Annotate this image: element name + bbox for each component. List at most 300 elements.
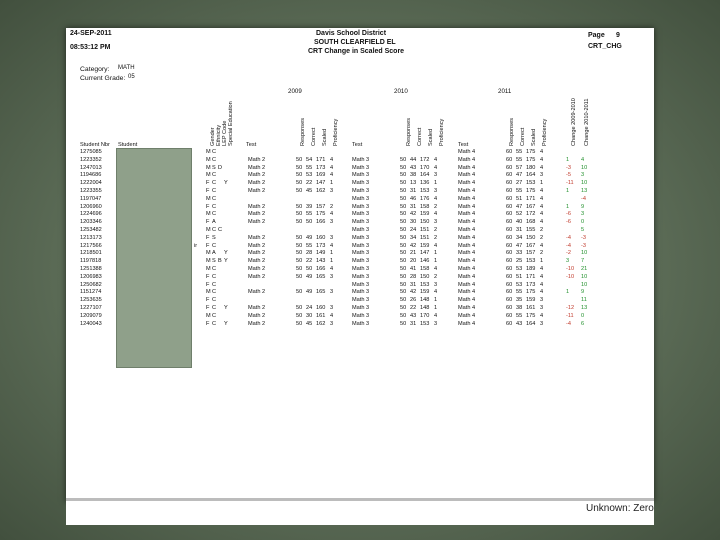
table-cell: Math 3 [352,297,370,304]
table-cell: 173 [316,164,326,171]
table-cell: 172 [420,156,430,163]
table-cell: 50 [400,320,407,327]
table-cell: 60 [506,164,513,171]
student-number: 1218501 [80,250,102,257]
table-cell: 4 [434,164,438,171]
table-cell: 6 [581,320,585,327]
table-cell: 60 [506,149,513,155]
table-cell: 55 [516,188,523,194]
table-cell: 151 [420,234,430,241]
table-cell: 148 [420,297,430,304]
table-cell: 3 [434,320,438,327]
table-cell: 175 [526,156,536,163]
year0-header-3: Proficiency [333,118,339,146]
table-cell: 43 [410,312,417,319]
table-cell: 50 [400,281,407,288]
table-cell: F [206,297,210,304]
table-cell: 4 [434,195,438,202]
table-cell: Math 4 [458,188,476,194]
year0-header-1: Correct [311,127,317,146]
table-cell: 1 [566,156,570,163]
table-cell: 49 [306,234,313,241]
table-cell: 7 [581,258,585,265]
table-cell: 50 [400,188,407,194]
table-cell: 2 [434,273,438,280]
table-cell: C [212,305,217,311]
student-number: 1209079 [80,312,102,319]
table-cell: 28 [306,250,313,257]
grade-value: 05 [128,74,135,80]
table-cell: Math 2 [248,289,266,296]
table-cell: S [212,258,216,265]
table-cell: Math 2 [248,180,266,187]
table-cell: 42 [410,242,417,249]
table-cell: 161 [526,305,536,311]
table-cell: 3 [330,305,334,311]
table-cell: Math 4 [458,281,476,288]
table-cell: 3 [540,320,544,327]
table-cell: -11 [566,312,574,319]
table-cell: 49 [306,289,313,296]
table-cell: 50 [296,180,303,187]
table-cell: 3 [330,320,334,327]
table-cell: 50 [400,312,407,319]
table-cell: C [212,149,217,155]
table-cell: Math 3 [352,250,370,257]
table-cell: 55 [516,312,523,319]
table-cell: 4 [434,312,438,319]
table-cell: 4 [434,242,438,249]
table-cell: 153 [420,320,430,327]
table-cell: C [212,180,217,187]
next-page-strip [66,498,654,525]
table-cell: 3 [540,297,544,304]
student-number: 1251388 [80,266,102,272]
table-cell: F [206,219,210,226]
year2-header-0: Responses [509,118,515,146]
table-cell: 50 [296,164,303,171]
table-cell: 60 [506,242,513,249]
table-cell: 3 [581,172,585,179]
table-cell: 165 [316,289,326,296]
table-cell: -6 [566,211,571,218]
table-cell: 153 [420,188,430,194]
table-cell: 175 [526,289,536,296]
student-number: 1253482 [80,227,102,233]
table-cell: Math 4 [458,312,476,319]
table-cell: Math 4 [458,156,476,163]
table-cell: 42 [410,289,417,296]
year1-header-1: Correct [417,127,423,146]
table-cell: 50 [400,164,407,171]
table-cell: 50 [400,203,407,210]
table-cell: 50 [400,242,407,249]
table-cell: 1 [330,180,334,187]
table-cell: 172 [526,211,536,218]
table-cell: 1 [434,258,438,265]
table-cell: 157 [526,250,536,257]
table-cell: 50 [400,180,407,187]
table-cell: 45 [306,188,313,194]
rotated-header-1: Ethnicity [216,124,222,146]
table-cell: 53 [516,281,523,288]
table-cell: 60 [506,227,513,233]
student-number: 1275085 [80,149,102,155]
table-cell: M [206,172,211,179]
table-cell: 26 [410,297,417,304]
table-cell: C [212,242,217,249]
table-cell: 0 [581,219,585,226]
table-cell: 57 [516,164,523,171]
table-cell: 1 [434,297,438,304]
table-cell: 175 [526,149,536,155]
table-cell: 4 [540,156,544,163]
table-cell: Math 4 [458,219,476,226]
table-cell: M [206,289,211,296]
table-cell: 159 [420,289,430,296]
rotated-header-0: Gender [210,127,216,146]
student-number: 1223352 [80,156,102,163]
student-number: 1253635 [80,297,102,304]
table-cell: 1 [330,258,334,265]
table-cell: 3 [434,219,438,226]
table-cell: Math 3 [352,305,370,311]
table-cell: F [206,203,210,210]
table-cell: 38 [410,172,417,179]
table-cell: 50 [400,227,407,233]
table-cell: F [206,180,210,187]
table-cell: 60 [506,188,513,194]
table-cell: M [206,211,211,218]
table-cell: Math 3 [352,312,370,319]
table-cell: 180 [526,164,536,171]
table-cell: Math 4 [458,234,476,241]
table-cell: 60 [506,234,513,241]
table-cell: C [212,281,217,288]
table-cell: 50 [400,289,407,296]
table-cell: 160 [316,234,326,241]
table-cell: -12 [566,305,575,311]
table-cell: 164 [420,172,430,179]
table-cell: Math 2 [248,242,266,249]
year1-header-3: Proficiency [439,118,445,146]
table-cell: 4 [540,203,544,210]
table-cell: 22 [306,180,313,187]
table-cell: 21 [410,250,417,257]
school-name: SOUTH CLEARFIELD EL [314,39,396,46]
table-cell: 5 [581,227,585,233]
table-cell: Math 3 [352,266,370,272]
table-cell: 50 [400,258,407,265]
table-cell: -10 [566,266,575,272]
table-cell: Math 3 [352,180,370,187]
table-cell: 1 [540,258,544,265]
table-cell: 9 [581,203,585,210]
table-cell: 55 [306,242,313,249]
table-cell: Math 4 [458,258,476,265]
table-cell: D [218,164,223,171]
table-cell: 50 [306,266,313,272]
district-name: Davis School District [316,30,387,37]
table-cell: 166 [316,266,326,272]
table-cell: M [206,258,211,265]
table-cell: F [206,234,210,241]
table-cell: 10 [581,250,588,257]
category-label: Category: [80,66,110,73]
table-cell: 2 [540,227,544,233]
table-cell: 60 [506,312,513,319]
table-cell: C [212,195,217,202]
table-cell: 50 [400,266,407,272]
table-cell: 153 [526,258,536,265]
table-cell: 50 [296,172,303,179]
table-cell: 50 [296,234,303,241]
table-cell: 4 [434,211,438,218]
table-cell: C [212,211,217,218]
table-cell: 3 [566,258,570,265]
table-cell: -4 [566,234,571,241]
table-cell: 30 [410,219,417,226]
year0-header-2: Scaled [322,128,328,146]
table-cell: 146 [420,258,430,265]
table-cell: 50 [400,172,407,179]
student-number: 1206960 [80,203,102,210]
table-cell: Math 4 [458,195,476,202]
table-cell: 43 [516,320,523,327]
table-cell: 162 [316,188,326,194]
student-number: 1223355 [80,188,102,194]
student-number: 1203346 [80,219,102,226]
table-cell: Math 3 [352,211,370,218]
table-cell: 21 [581,266,588,272]
table-cell: Math 2 [248,156,266,163]
table-cell: 4 [330,211,334,218]
table-cell: 4 [330,156,334,163]
table-cell: 4 [434,266,438,272]
table-cell: M [206,250,211,257]
table-cell: 45 [306,320,313,327]
table-cell: 13 [581,188,588,194]
table-cell: Math 2 [248,234,266,241]
table-cell: 149 [316,250,326,257]
table-cell: 50 [306,219,313,226]
table-cell: 60 [506,281,513,288]
table-cell: S [212,234,216,241]
table-cell: Math 2 [248,250,266,257]
table-cell: C [212,273,217,280]
table-cell: 60 [506,297,513,304]
table-cell: 1 [434,305,438,311]
table-cell: Math 3 [352,273,370,280]
table-cell: 47 [516,203,523,210]
table-cell: 189 [526,266,536,272]
table-cell: 55 [516,156,523,163]
table-cell: 50 [296,273,303,280]
table-cell: 10 [581,180,588,187]
table-cell: Math 3 [352,156,370,163]
table-cell: Y [224,320,228,327]
table-cell: Math 3 [352,227,370,233]
table-cell: 4 [540,219,544,226]
table-cell: 2 [434,203,438,210]
year-2011: 2011 [498,88,512,95]
table-cell: C [218,227,223,233]
table-cell: 170 [420,312,430,319]
table-cell: 55 [306,164,313,171]
table-cell: 43 [410,164,417,171]
table-cell: 44 [410,156,417,163]
table-cell: 3 [434,188,438,194]
table-cell: 13 [581,305,588,311]
table-cell: Math 4 [458,242,476,249]
table-cell: 1 [566,289,570,296]
table-cell: 47 [516,172,523,179]
table-cell: 22 [306,258,313,265]
table-cell: 4 [540,273,544,280]
table-cell: 165 [316,273,326,280]
table-cell: 176 [420,195,430,202]
table-cell: 60 [506,289,513,296]
table-cell: 42 [410,211,417,218]
table-cell: 50 [296,250,303,257]
table-cell: Math 3 [352,281,370,288]
table-cell: 10 [581,281,588,288]
table-cell: 50 [400,305,407,311]
table-cell: 1 [434,180,438,187]
student-number: 1197818 [80,258,102,265]
table-cell: 60 [506,250,513,257]
col-student-nbr: Student Nbr [80,142,110,148]
table-cell: 1 [540,180,544,187]
table-cell: 30 [306,312,313,319]
table-cell: 148 [420,305,430,311]
table-cell: 175 [316,211,326,218]
student-number: 1213173 [80,234,102,241]
table-cell: 150 [420,273,430,280]
table-cell: 147 [316,180,326,187]
table-cell: 2 [434,234,438,241]
table-cell: Math 4 [458,266,476,272]
table-cell: Math 3 [352,242,370,249]
table-cell: 20 [410,258,417,265]
table-cell: 3 [330,273,334,280]
table-cell: C [212,266,217,272]
table-cell: C [212,320,217,327]
table-cell: 50 [296,305,303,311]
table-cell: F [206,305,210,311]
year2-header-2: Scaled [531,128,537,146]
table-cell: 50 [296,289,303,296]
table-cell: Math 2 [248,188,266,194]
table-cell: B [218,258,222,265]
table-cell: Math 2 [248,203,266,210]
table-cell: M [206,149,211,155]
table-cell: 4 [540,164,544,171]
table-cell: 171 [316,156,326,163]
table-cell: 60 [506,211,513,218]
table-cell: 51 [516,273,523,280]
table-cell: Math 2 [248,164,266,171]
table-cell: 31 [516,227,523,233]
table-cell: 53 [306,172,313,179]
table-cell: 55 [516,289,523,296]
col-test-2: Test [458,142,469,148]
col-change-2010-2011: Change 2010-2011 [584,98,590,146]
report-title: CRT Change in Scaled Score [308,48,405,55]
table-cell: 4 [540,211,544,218]
student-number: 1194686 [80,172,102,179]
table-cell: 4 [540,195,544,202]
table-cell: M [206,227,211,233]
table-cell: S [212,164,216,171]
table-cell: 161 [316,312,326,319]
table-cell: 1 [566,203,570,210]
table-cell: -5 [566,172,571,179]
table-cell: 27 [516,180,523,187]
table-cell: 155 [526,227,536,233]
table-cell: 55 [516,149,523,155]
table-cell: 31 [410,281,417,288]
table-cell: 50 [400,195,407,202]
table-cell: 157 [316,203,326,210]
table-cell: A [212,219,216,226]
table-cell: -10 [566,273,575,280]
table-cell: F [206,188,210,194]
table-cell: 55 [306,211,313,218]
table-cell: M [206,164,211,171]
table-cell: 60 [506,219,513,226]
report-page [66,28,654,502]
table-cell: 4 [540,188,544,194]
table-cell: Math 4 [458,149,476,155]
table-cell: 54 [306,156,313,163]
table-cell: Math 4 [458,305,476,311]
col-student: Student [118,142,138,148]
table-cell: Math 3 [352,320,370,327]
table-cell: 3 [540,305,544,311]
table-cell: 3 [434,281,438,288]
table-cell: 167 [526,242,536,249]
table-cell: 171 [526,195,536,202]
table-cell: 50 [296,219,303,226]
table-cell: -2 [566,250,571,257]
table-cell: 60 [506,172,513,179]
table-cell: Math 2 [248,172,266,179]
table-cell: 4 [434,156,438,163]
table-cell: 51 [516,195,523,202]
table-cell: 50 [400,250,407,257]
table-cell: 143 [316,258,326,265]
table-cell: 3 [330,219,334,226]
student-number: 1206983 [80,273,102,280]
student-number: 1217566 [80,242,102,249]
table-cell: 60 [506,258,513,265]
year1-header-2: Scaled [428,128,434,146]
year-2010: 2010 [394,88,408,95]
table-cell: Math 3 [352,164,370,171]
table-cell: Math 2 [248,219,266,226]
table-cell: 50 [400,297,407,304]
table-cell: 160 [316,305,326,311]
table-cell: 158 [420,203,430,210]
page-number: 9 [616,32,620,39]
table-cell: Math 4 [458,211,476,218]
table-cell: -3 [581,242,586,249]
table-cell: 34 [410,234,417,241]
table-cell: Math 3 [352,203,370,210]
table-cell: 60 [506,203,513,210]
table-cell: 2 [330,203,334,210]
